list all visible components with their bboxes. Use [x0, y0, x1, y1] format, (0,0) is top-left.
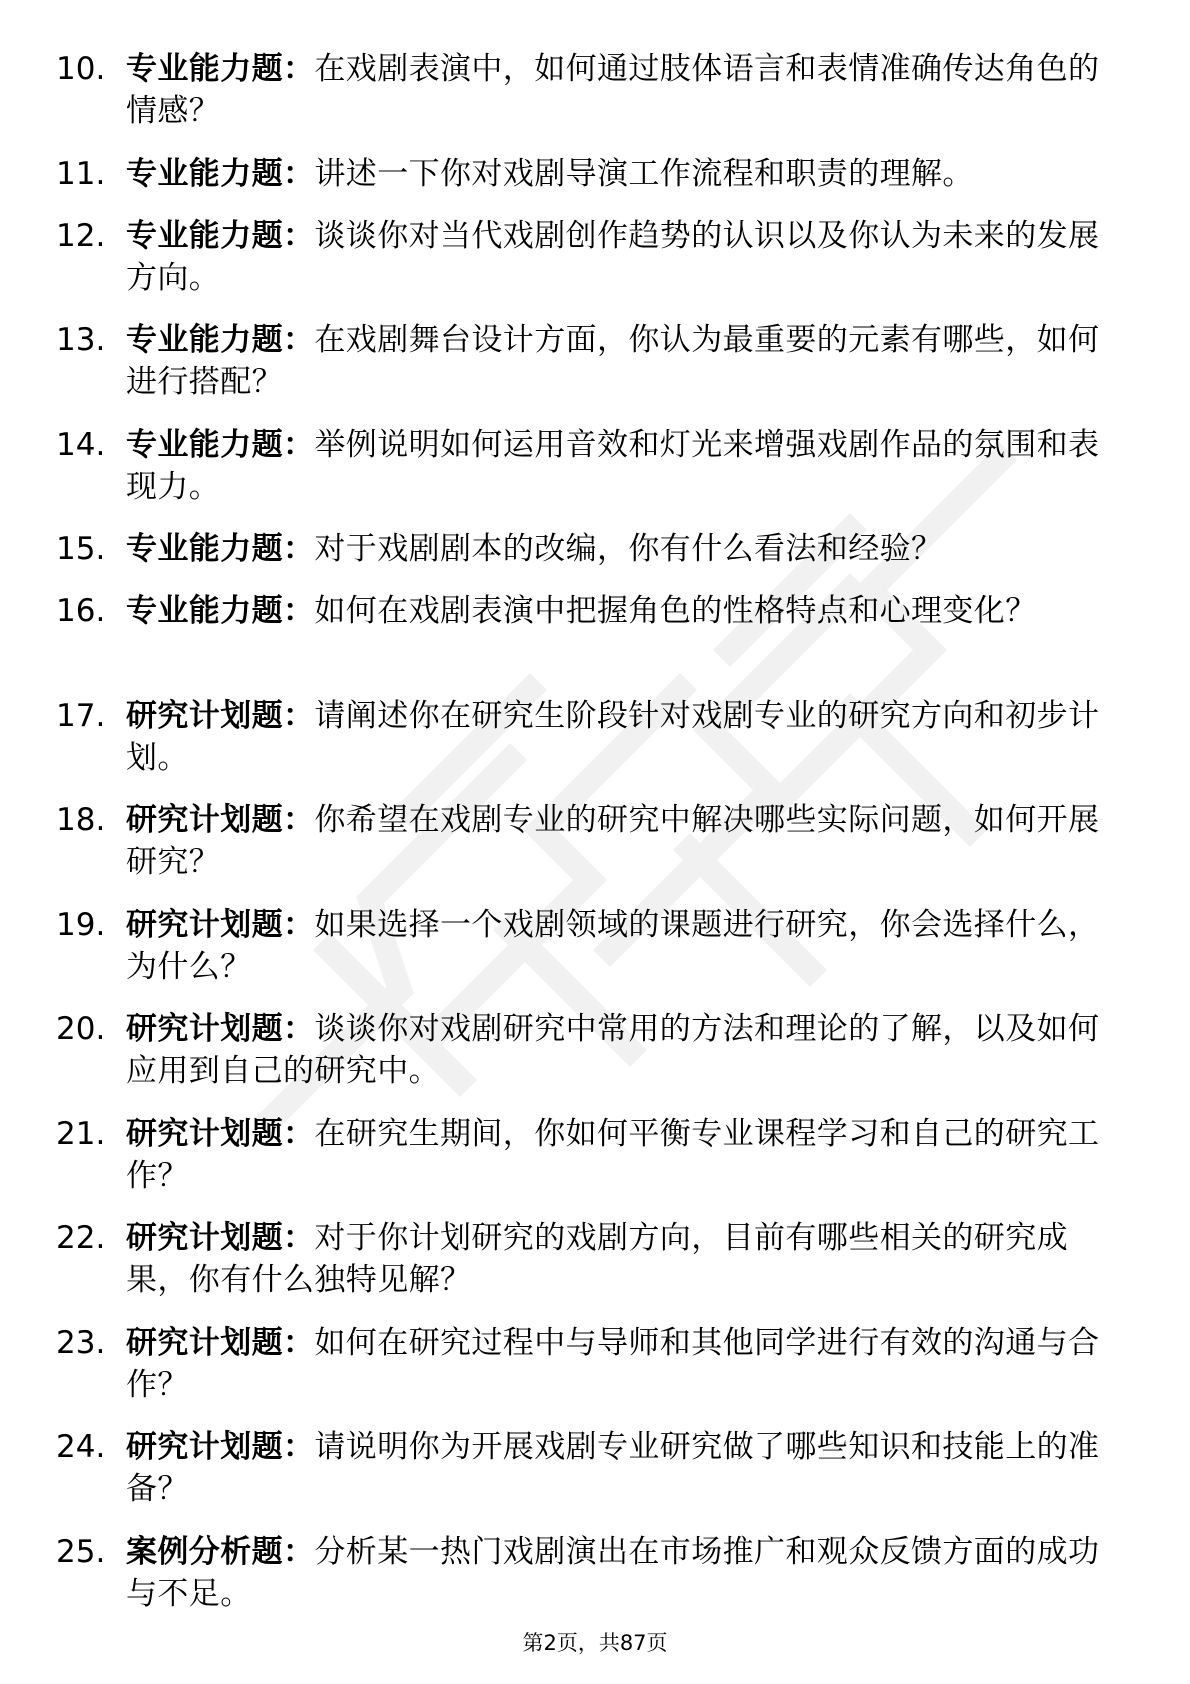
question-body [126, 153, 1128, 195]
question-list [0, 48, 1190, 1635]
question-number: 15. [56, 531, 106, 567]
question-text: 请阐述你在研究生阶段针对戏剧专业的研究方向和初步计划。 [126, 697, 1100, 776]
question-item [0, 1217, 1190, 1322]
question-text: 在戏剧舞台设计方面，你认为最重要的元素有哪些，如何进行搭配？ [126, 322, 1100, 400]
question-item [0, 424, 1190, 529]
question-body [126, 1426, 1128, 1510]
question-number: 19. [56, 906, 106, 943]
question-number: 14. [56, 426, 106, 463]
question-category: 研究计划题： [126, 697, 315, 734]
question-number: 22. [56, 1220, 106, 1256]
question-item [0, 528, 1190, 590]
question-text: 请说明你为开展戏剧专业研究做了哪些知识和技能上的准备？ [126, 1429, 1100, 1507]
question-number: 11. [56, 155, 106, 192]
question-text: 举例说明如何运用音效和灯光来增强戏剧作品的氛围和表现力。 [126, 426, 1100, 505]
question-body [126, 48, 1128, 132]
question-number: 21. [56, 1115, 106, 1152]
question-item [0, 904, 1190, 1009]
question-category: 研究计划题： [126, 1429, 315, 1465]
question-text: 对于你计划研究的戏剧方向，目前有哪些相关的研究成果，你有什么独特见解？ [126, 1220, 1069, 1298]
question-text: 如何在戏剧表演中把握角色的性格特点和心理变化？ [314, 593, 1037, 629]
question-item [0, 215, 1190, 320]
question-item [0, 695, 1190, 800]
question-category: 专业能力题： [126, 531, 315, 567]
question-category: 研究计划题： [126, 1115, 315, 1152]
question-category: 案例分析题： [126, 1533, 315, 1570]
question-body [126, 1217, 1128, 1301]
question-item [0, 1322, 1190, 1427]
question-item [0, 1113, 1190, 1218]
question-number: 17. [56, 697, 106, 734]
question-number: 25. [56, 1533, 106, 1570]
question-body [126, 590, 1128, 632]
question-body [126, 1322, 1128, 1406]
question-category: 研究计划题： [126, 1220, 315, 1256]
question-text: 对于戏剧剧本的改编，你有什么看法和经验？ [314, 531, 943, 567]
question-body [126, 1531, 1128, 1615]
question-body [126, 1113, 1128, 1197]
question-text: 如何在研究过程中与导师和其他同学进行有效的沟通与合作？ [126, 1324, 1100, 1403]
question-text: 谈谈你对戏剧研究中常用的方法和理论的了解，以及如何应用到自己的研究中。 [126, 1011, 1100, 1089]
question-item [0, 1426, 1190, 1531]
question-category: 专业能力题： [126, 593, 315, 629]
question-number: 12. [56, 217, 106, 254]
question-category: 研究计划题： [126, 1324, 315, 1361]
question-category: 专业能力题： [126, 217, 315, 254]
question-number: 20. [56, 1011, 106, 1047]
question-category: 研究计划题： [126, 906, 315, 943]
question-text: 在戏剧表演中，如何通过肢体语言和表情准确传达角色的情感？ [126, 51, 1100, 129]
question-item [0, 799, 1190, 904]
question-body [126, 319, 1128, 403]
question-body [126, 528, 1128, 570]
question-category: 专业能力题： [126, 155, 315, 192]
question-category: 研究计划题： [126, 802, 315, 838]
question-item [0, 319, 1190, 424]
question-body [126, 695, 1128, 779]
question-item [0, 153, 1190, 215]
question-body [126, 1008, 1128, 1092]
question-number: 24. [56, 1429, 106, 1465]
question-number: 13. [56, 322, 106, 358]
question-number: 10. [56, 51, 106, 87]
question-body [126, 215, 1128, 299]
question-text: 如果选择一个戏剧领域的课题进行研究，你会选择什么，为什么？ [126, 906, 1100, 985]
question-text: 你希望在戏剧专业的研究中解决哪些实际问题，如何开展研究？ [126, 802, 1100, 880]
page-footer: 第2页，共87页 [522, 1631, 668, 1655]
question-body [126, 424, 1128, 508]
question-category: 专业能力题： [126, 51, 315, 87]
question-item [0, 590, 1190, 695]
question-text: 讲述一下你对戏剧导演工作流程和职责的理解。 [314, 155, 974, 192]
question-body [126, 904, 1128, 988]
question-text: 在研究生期间，你如何平衡专业课程学习和自己的研究工作？ [126, 1115, 1100, 1194]
question-category: 研究计划题： [126, 1011, 315, 1047]
question-text: 谈谈你对当代戏剧创作趋势的认识以及你认为未来的发展方向。 [126, 217, 1100, 296]
question-item [0, 48, 1190, 153]
question-number: 18. [56, 802, 106, 838]
question-body [126, 799, 1128, 883]
question-category: 专业能力题： [126, 426, 315, 463]
question-number: 23. [56, 1324, 106, 1361]
question-text: 分析某一热门戏剧演出在市场推广和观众反馈方面的成功与不足。 [126, 1533, 1100, 1612]
question-number: 16. [56, 593, 106, 629]
question-category: 专业能力题： [126, 322, 315, 358]
question-item [0, 1008, 1190, 1113]
question-item [0, 1531, 1190, 1636]
